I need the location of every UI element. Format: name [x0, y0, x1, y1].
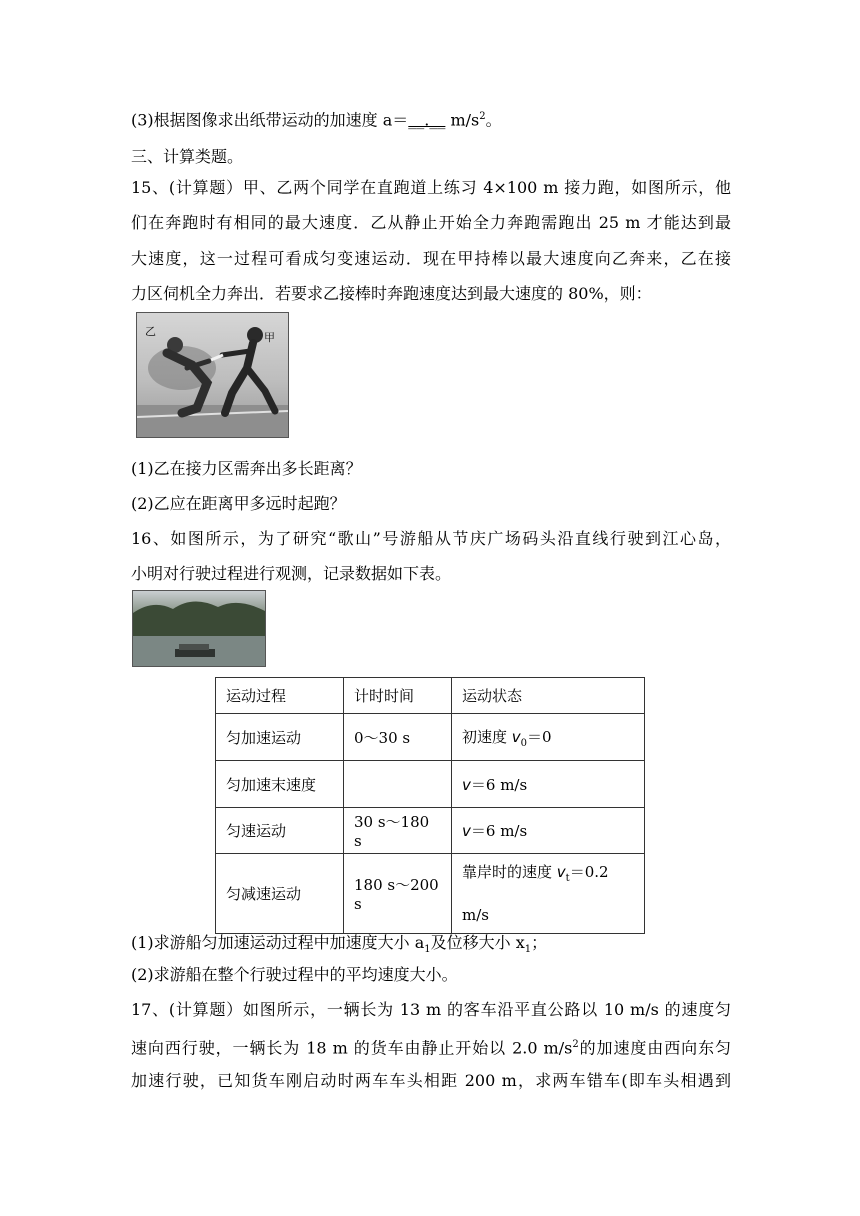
- table-cell: 30 s～180 s: [344, 808, 452, 854]
- table-cell: 匀加速运动: [216, 714, 344, 761]
- table-cell: v＝6 m/s: [452, 808, 645, 854]
- table-header: 运动状态: [452, 678, 645, 714]
- question-15-sub-1: (1)乙在接力区需奔出多长距离？: [131, 459, 362, 478]
- table-cell: 匀减速运动: [216, 854, 344, 934]
- table-row: [216, 808, 645, 854]
- question-16-sub-1: (1)求游船匀加速运动过程中加速度大小 $a_1$及位移大小 $x_1$；: [131, 933, 548, 956]
- table-cell: 匀速运动: [216, 808, 344, 854]
- observation-table: [215, 677, 645, 934]
- table-cell: 匀加速末速度: [216, 761, 344, 808]
- question-15-line-3: 大速度，这一过程可看成匀变速运动．现在甲持棒以最大速度向乙奔来，乙在接: [131, 249, 731, 268]
- table-header: 计时时间: [344, 678, 452, 714]
- runner-jia-label: 甲: [264, 331, 275, 344]
- runner-yi-label: 乙: [145, 325, 156, 338]
- table-header-row: [216, 678, 645, 714]
- boat-photo: [132, 590, 266, 667]
- table-row: [216, 761, 645, 808]
- question-17-line-3: 加速行驶，已知货车刚启动时两车车头相距 200 m，求两车错车(即车头相遇到: [131, 1071, 731, 1090]
- table-header: 运动过程: [216, 678, 344, 714]
- answer-blank[interactable]: __.__: [408, 110, 446, 130]
- question-16-line-1: 16、如图所示，为了研究“歌山”号游船从节庆广场码头沿直线行驶到江心岛，: [131, 529, 731, 548]
- question-15-line-1: 15、(计算题）甲、乙两个同学在直跑道上练习 4×100 m 接力跑，如图所示，他: [131, 178, 731, 197]
- question-17-line-2: 速向西行驶，一辆长为 18 m 的货车由静止开始以 2.0 $m/s^2$的加速度由西向东匀: [131, 1038, 731, 1058]
- relay-race-photo: [136, 312, 289, 438]
- table-cell: v＝6 m/s: [452, 761, 645, 808]
- table-cell: 180 s～200 s: [344, 854, 452, 934]
- boat-illustration: [133, 591, 265, 666]
- question-16-sub-2: (2)求游船在整个行驶过程中的平均速度大小。: [131, 965, 458, 984]
- question-15-line-4: 力区伺机全力奔出．若要求乙接棒时奔跑速度达到最大速度的 80%，则：: [131, 284, 652, 303]
- question-15-sub-2: (2)乙应在距离甲多远时起跑？: [131, 494, 346, 513]
- table-cell: 初速度 $v_0=0$: [452, 714, 645, 761]
- question-17-line-1: 17、(计算题）如图所示，一辆长为 13 m 的客车沿平直公路以 10 m/s 的速度匀: [131, 1000, 731, 1019]
- table-row: [216, 714, 645, 761]
- section-title: 三、计算类题。: [131, 147, 244, 166]
- question-14-part-3: (3)根据图像求出纸带运动的加速度 a＝__.__ $m/s^2$。: [131, 110, 502, 130]
- table-cell: [344, 761, 452, 808]
- question-15-line-2: 们在奔跑时有相同的最大速度．乙从静止开始全力奔跑需跑出 25 m 才能达到最: [131, 213, 731, 232]
- table-cell: 靠岸时的速度 $v_t=0.2$ m/s: [452, 854, 645, 934]
- table-cell: 0～30 s: [344, 714, 452, 761]
- table-row: [216, 854, 645, 934]
- question-16-line-2: 小明对行驶过程进行观测，记录数据如下表。: [131, 564, 452, 583]
